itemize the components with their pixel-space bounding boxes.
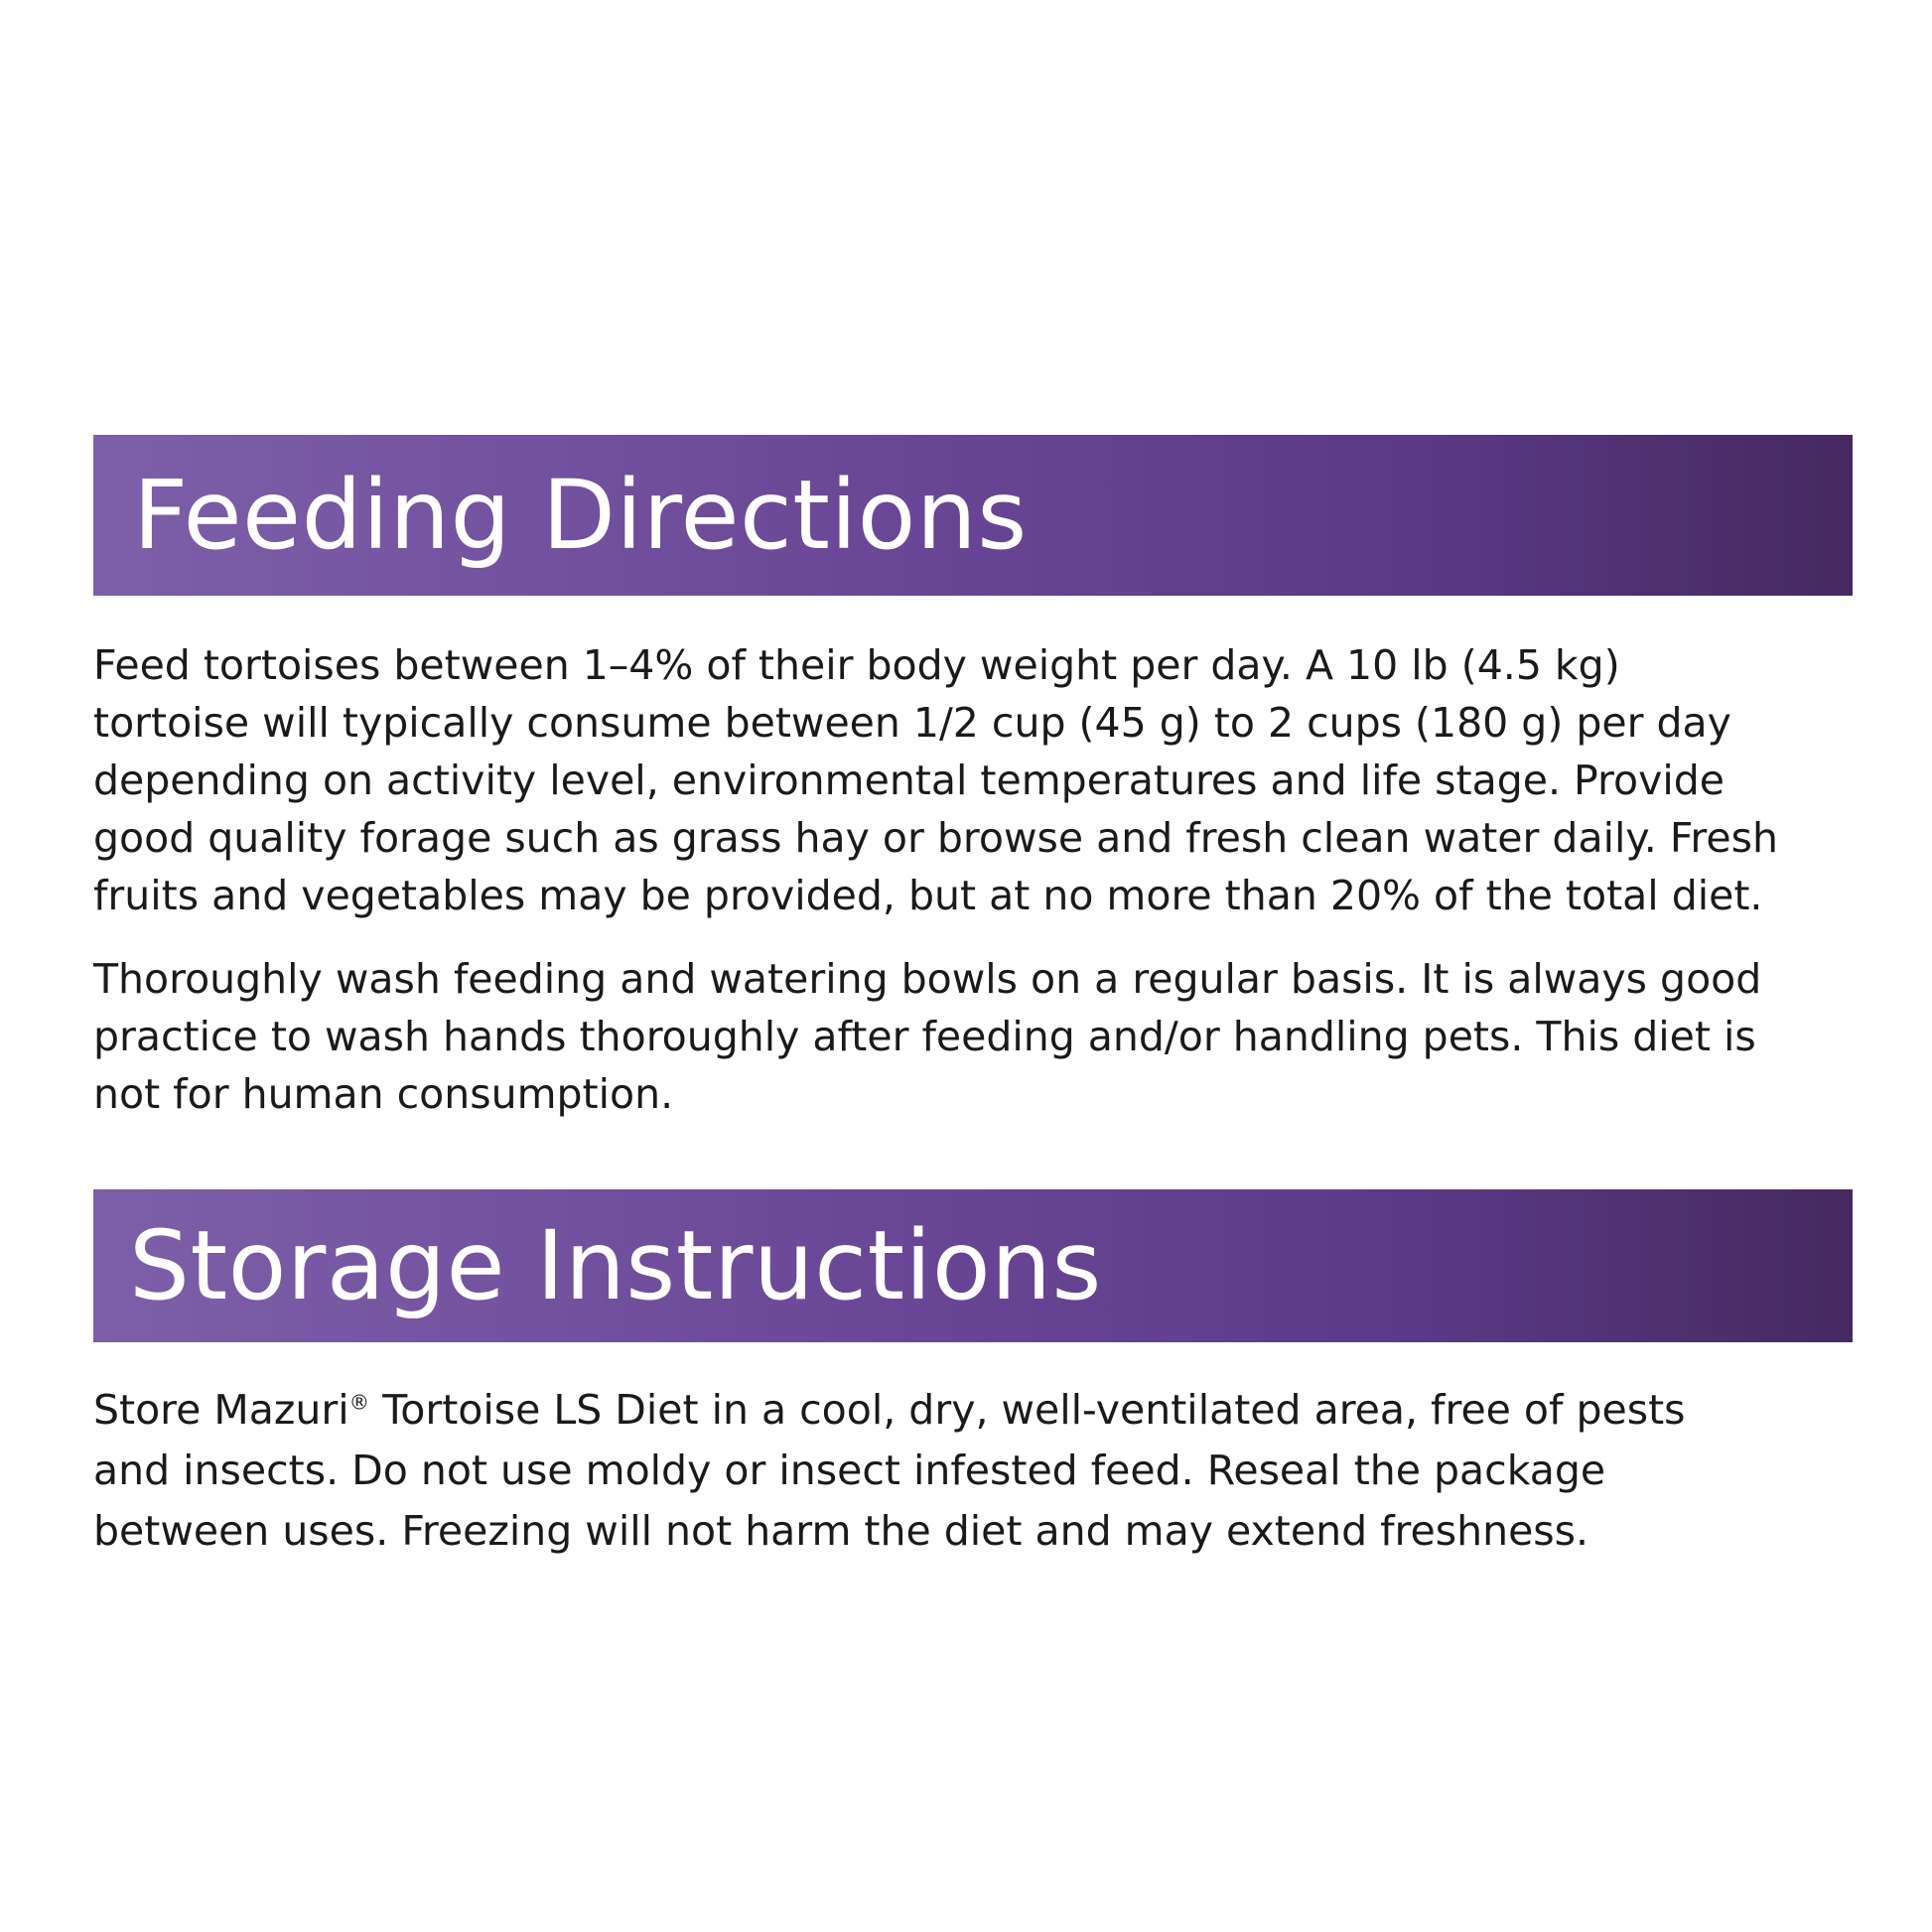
storage-line-1 xyxy=(93,1380,1870,1441)
feeding-paragraph-1 xyxy=(93,636,1870,924)
storage-paragraph xyxy=(93,1380,1870,1562)
feeding-paragraph-2 xyxy=(93,950,1870,1123)
storage-instructions-heading: Storage Instructions xyxy=(129,1210,1102,1321)
feeding-p2-line-2: practice to wash hands thoroughly after feeding and/or handling pets. This diet is xyxy=(93,1013,1756,1060)
feeding-p2-line-3: not for human consumption. xyxy=(93,1070,674,1118)
storage-line-2: and insects. Do not use moldy or insect infested feed. Reseal the package xyxy=(93,1447,1606,1494)
storage-line-1-start: Store Mazuri xyxy=(93,1386,349,1434)
feeding-p1-line-5: fruits and vegetables may be provided, but at no more than 20% of the total diet. xyxy=(93,872,1763,919)
storage-instructions-banner xyxy=(93,1189,1853,1342)
feeding-p1-line-2: tortoise will typically consume between 1/2 cup (45 g) to 2 cups (180 g) per day xyxy=(93,699,1731,747)
storage-line-1-end: Tortoise LS Diet in a cool, dry, well-ventilated area, free of pests xyxy=(369,1386,1686,1434)
feeding-directions-banner xyxy=(93,435,1853,596)
feeding-p1-line-4: good quality forage such as grass hay or browse and fresh clean water daily. Fresh xyxy=(93,814,1778,862)
feeding-directions-heading: Feeding Directions xyxy=(133,460,1028,571)
feeding-p2-line-1: Thoroughly wash feeding and watering bowls on a regular basis. It is always good xyxy=(93,955,1762,1003)
feeding-p1-line-1: Feed tortoises between 1–4% of their body weight per day. A 10 lb (4.5 kg) xyxy=(93,641,1620,689)
registered-trademark-mark: ® xyxy=(348,1390,370,1415)
feeding-p1-line-3: depending on activity level, environmental temperatures and life stage. Provide xyxy=(93,757,1725,804)
storage-line-3: between uses. Freezing will not harm the diet and may extend freshness. xyxy=(93,1507,1589,1555)
